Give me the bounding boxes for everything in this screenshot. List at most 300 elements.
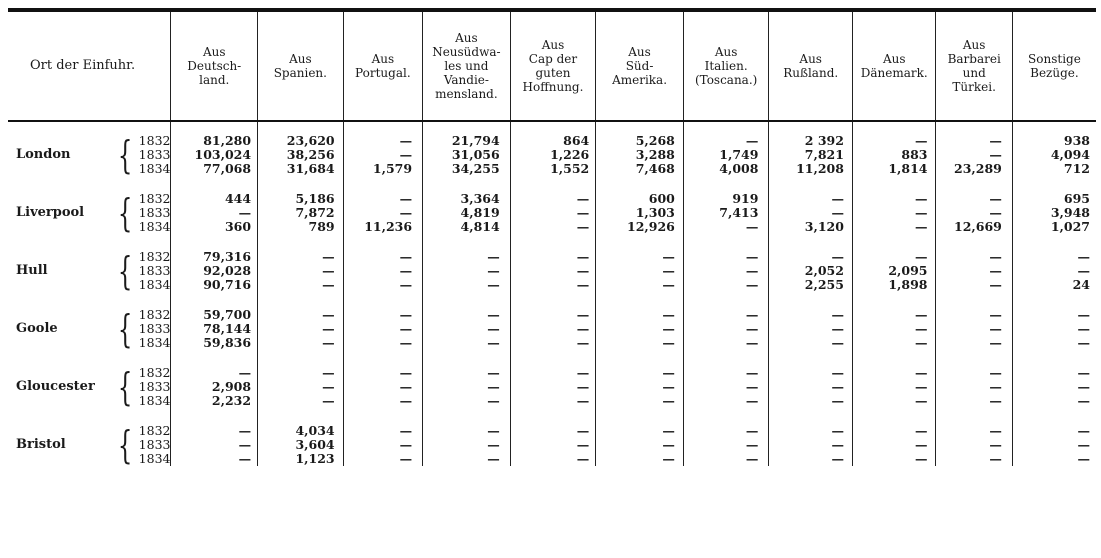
value: — [399, 191, 413, 206]
value: — [914, 379, 928, 394]
column-header-line: und [962, 66, 986, 80]
value-cell [171, 350, 258, 408]
value: 2,255 [804, 277, 844, 292]
value-stack [769, 308, 852, 350]
value: — [831, 191, 844, 206]
value: 21,794 [451, 133, 500, 148]
value: — [989, 393, 1002, 408]
table-row [8, 292, 1096, 350]
value: — [322, 393, 335, 408]
value: 444 [224, 191, 252, 206]
value: — [399, 147, 413, 162]
value: — [989, 191, 1002, 206]
value: 3,120 [804, 219, 844, 234]
value: 4,819 [460, 205, 500, 220]
column-header-line: Türkei. [952, 80, 996, 94]
value: 59,836 [203, 335, 252, 350]
value-cell [683, 292, 769, 350]
column-header-line: Deutsch- [187, 59, 242, 73]
brace-icon: { [118, 307, 133, 351]
value: — [662, 393, 675, 408]
value-cell [343, 408, 422, 466]
year-label: 1832 [138, 307, 171, 322]
value: — [662, 277, 675, 292]
value: 1,749 [719, 147, 759, 162]
value-stack [684, 250, 769, 292]
year-label: 1833 [138, 147, 171, 162]
year-label: 1833 [138, 263, 171, 278]
value: — [1077, 365, 1090, 380]
column-header-line: Portugal. [355, 66, 411, 80]
value: — [322, 335, 335, 350]
brace-icon: { [118, 423, 133, 467]
value-cell [1012, 408, 1096, 466]
year-label: 1832 [138, 249, 171, 264]
value-stack [936, 250, 1011, 292]
value: — [238, 451, 252, 466]
table-row [8, 176, 1096, 234]
value-stack [853, 192, 936, 234]
value-stack [769, 250, 852, 292]
place-cell [8, 292, 171, 350]
value: — [745, 335, 759, 350]
value-stack [769, 424, 852, 466]
value: 23,289 [954, 161, 1002, 176]
value-cell [171, 121, 258, 176]
value: — [576, 277, 590, 292]
value: — [576, 191, 590, 206]
value: — [1077, 437, 1090, 452]
value-stack [684, 134, 769, 176]
value: — [487, 365, 500, 380]
value-stack [684, 366, 769, 408]
year-label: 1832 [138, 365, 171, 380]
value-stack [853, 134, 936, 176]
value-cell [510, 350, 596, 408]
value: — [399, 277, 413, 292]
year-label: 1832 [138, 191, 171, 206]
column-header [171, 10, 258, 121]
place-group [16, 366, 170, 408]
value: — [831, 205, 844, 220]
value: 7,413 [719, 205, 759, 220]
year-label: 1834 [138, 335, 171, 350]
column-header [1012, 10, 1096, 121]
value-stack [596, 308, 683, 350]
value-stack [344, 134, 422, 176]
year-list [139, 250, 171, 292]
place-group [16, 192, 170, 234]
value-stack [596, 424, 683, 466]
column-header-line: Aus [541, 38, 565, 52]
value-cell [343, 121, 422, 176]
value-stack [171, 366, 257, 408]
value-stack [596, 250, 683, 292]
place-cell [8, 350, 171, 408]
place-name: Bristol [16, 437, 66, 452]
place-cell [8, 176, 171, 234]
value: — [576, 393, 590, 408]
value: — [745, 393, 759, 408]
place-group [16, 250, 170, 292]
value: — [662, 307, 675, 322]
column-header-line: Spanien. [273, 66, 327, 80]
value: 92,028 [203, 263, 252, 278]
value-cell [1012, 350, 1096, 408]
value: — [831, 437, 844, 452]
value: — [322, 249, 335, 264]
value: — [989, 249, 1002, 264]
value: — [399, 321, 413, 336]
value: — [487, 393, 500, 408]
value: — [745, 423, 759, 438]
column-header-line: Aus [202, 45, 226, 59]
value: 2,232 [211, 393, 252, 408]
value: — [238, 205, 252, 220]
value-cell [171, 292, 258, 350]
value-cell [596, 408, 684, 466]
value: 5,268 [635, 133, 675, 148]
value: — [745, 219, 759, 234]
value-stack [171, 308, 257, 350]
value-cell [852, 408, 936, 466]
year-list [139, 134, 171, 176]
value: — [831, 307, 844, 322]
value: — [914, 335, 928, 350]
value: 4,034 [295, 423, 335, 438]
place-cell [8, 234, 171, 292]
column-header-line: Aus [882, 52, 906, 66]
value: — [487, 437, 500, 452]
place-name: Gloucester [16, 379, 95, 394]
value: — [745, 263, 759, 278]
value: — [662, 451, 675, 466]
value: — [322, 263, 335, 278]
value-stack [1013, 366, 1096, 408]
value: — [322, 307, 335, 322]
year-label: 1833 [138, 321, 171, 336]
column-header-line: Süd- [625, 59, 654, 73]
value-cell [510, 176, 596, 234]
value: — [1077, 451, 1090, 466]
value: — [831, 335, 844, 350]
value-stack [258, 134, 343, 176]
value: — [487, 423, 500, 438]
value-cell [423, 176, 511, 234]
value-stack [423, 250, 510, 292]
value: — [662, 365, 675, 380]
value: 77,068 [203, 161, 252, 176]
value-stack [936, 366, 1011, 408]
value: — [745, 133, 759, 148]
value-cell [683, 176, 769, 234]
value: — [487, 321, 500, 336]
value-cell [510, 234, 596, 292]
value: — [831, 451, 844, 466]
value-stack [853, 308, 936, 350]
value-stack [423, 308, 510, 350]
value: 5,186 [295, 191, 335, 206]
column-header-line: (Toscana.) [694, 73, 758, 87]
value-cell [769, 408, 853, 466]
value: 1,226 [550, 147, 590, 162]
value-cell [769, 292, 853, 350]
value-cell [258, 408, 344, 466]
value: 1,303 [635, 205, 675, 220]
value: — [745, 307, 759, 322]
column-header-line: Amerika. [612, 73, 668, 87]
value-cell [343, 292, 422, 350]
value-cell [423, 292, 511, 350]
value: — [576, 307, 590, 322]
value: — [487, 451, 500, 466]
value: — [1077, 393, 1090, 408]
value: 695 [1063, 191, 1090, 206]
value: — [745, 379, 759, 394]
value-cell [769, 121, 853, 176]
value-stack [344, 250, 422, 292]
value: 2,052 [804, 263, 844, 278]
value: — [831, 365, 844, 380]
value: — [487, 307, 500, 322]
value: 1,898 [888, 277, 928, 292]
year-label: 1834 [138, 277, 171, 292]
column-header-line: Aus [714, 45, 738, 59]
value-stack [511, 134, 596, 176]
value: — [745, 321, 759, 336]
value-cell [258, 234, 344, 292]
value: 90,716 [203, 277, 252, 292]
value-cell [171, 234, 258, 292]
value: — [914, 423, 928, 438]
value: — [1077, 423, 1090, 438]
value-stack [936, 192, 1011, 234]
value-cell [596, 176, 684, 234]
value-cell [936, 176, 1012, 234]
value: 2,095 [888, 263, 928, 278]
value: — [399, 365, 413, 380]
value: — [989, 335, 1002, 350]
value-cell [258, 350, 344, 408]
value: 4,814 [460, 219, 500, 234]
brace-icon: { [118, 249, 133, 293]
value: 12,926 [627, 219, 675, 234]
brace-icon: { [118, 365, 133, 409]
value: 1,123 [295, 451, 335, 466]
value: 11,236 [364, 219, 413, 234]
value-stack [171, 250, 257, 292]
value: 11,208 [796, 161, 844, 176]
value-stack [423, 424, 510, 466]
year-label: 1834 [138, 219, 171, 234]
column-header [596, 10, 684, 121]
value: — [576, 423, 590, 438]
value-cell [1012, 292, 1096, 350]
value: 360 [224, 219, 252, 234]
value-stack [853, 250, 936, 292]
column-header [769, 10, 853, 121]
value: 3,288 [635, 147, 675, 162]
year-label: 1834 [138, 161, 171, 176]
value: 7,468 [635, 161, 675, 176]
value-stack [853, 424, 936, 466]
value: — [399, 307, 413, 322]
value: — [487, 249, 500, 264]
value-stack [596, 366, 683, 408]
value: — [399, 393, 413, 408]
value-stack [258, 192, 343, 234]
value: — [1077, 307, 1090, 322]
value: — [322, 379, 335, 394]
value-cell [936, 292, 1012, 350]
column-header [423, 10, 511, 121]
column-header-line: Sonstige [1028, 52, 1081, 66]
value-cell [852, 234, 936, 292]
value: — [914, 133, 928, 148]
value: 24 [1072, 277, 1090, 292]
value-cell [936, 408, 1012, 466]
value: 789 [308, 219, 335, 234]
value: — [399, 133, 413, 148]
place-group [16, 424, 170, 466]
value-stack [684, 424, 769, 466]
value-cell [683, 121, 769, 176]
place-group [16, 308, 170, 350]
value-cell [1012, 234, 1096, 292]
value: 1,027 [1050, 219, 1090, 234]
year-label: 1833 [138, 437, 171, 452]
value: — [831, 321, 844, 336]
value-cell [683, 408, 769, 466]
value-stack [853, 366, 936, 408]
value: — [662, 335, 675, 350]
value: — [989, 307, 1002, 322]
value-stack [171, 134, 257, 176]
value: — [662, 437, 675, 452]
value: — [989, 451, 1002, 466]
value-cell [258, 292, 344, 350]
value-cell [936, 234, 1012, 292]
column-header-line: Vandie- [443, 73, 489, 87]
value-cell [852, 121, 936, 176]
value-cell [852, 350, 936, 408]
place-header: Ort der Einfuhr. [8, 10, 171, 121]
column-header [343, 10, 422, 121]
value-stack [344, 366, 422, 408]
value: — [914, 437, 928, 452]
column-header-line: mensland. [435, 87, 498, 101]
column-header-line: Aus [799, 52, 822, 66]
value-stack [258, 250, 343, 292]
value-cell [683, 350, 769, 408]
place-cell [8, 408, 171, 466]
value: — [322, 321, 335, 336]
value: — [989, 147, 1002, 162]
value: — [745, 277, 759, 292]
value-cell [596, 350, 684, 408]
value-stack [769, 134, 852, 176]
value: — [576, 365, 590, 380]
column-header-line: Aus [962, 38, 986, 52]
column-header-line: guten [535, 66, 571, 80]
column-header-line: land. [199, 73, 230, 87]
table-row [8, 350, 1096, 408]
value: — [831, 423, 844, 438]
value: — [662, 263, 675, 278]
place-name: London [16, 147, 71, 162]
value: — [831, 249, 844, 264]
import-table [8, 8, 1096, 466]
value-cell [852, 176, 936, 234]
value-stack [171, 192, 257, 234]
value-cell [596, 292, 684, 350]
value: — [238, 365, 252, 380]
value-cell [423, 121, 511, 176]
value-cell [936, 350, 1012, 408]
value-stack [684, 308, 769, 350]
value: 31,684 [286, 161, 335, 176]
value-cell [423, 234, 511, 292]
value: — [989, 321, 1002, 336]
value-stack [1013, 424, 1096, 466]
value: — [576, 451, 590, 466]
value: — [745, 451, 759, 466]
value: — [576, 263, 590, 278]
place-cell [8, 121, 171, 176]
column-header-line: Bezüge. [1030, 66, 1079, 80]
value-cell [596, 234, 684, 292]
value-cell [343, 176, 422, 234]
value-cell [510, 292, 596, 350]
value-stack [511, 366, 596, 408]
column-header [936, 10, 1012, 121]
value: — [322, 277, 335, 292]
value: — [487, 277, 500, 292]
value: 2,908 [211, 379, 252, 394]
value: 79,316 [203, 249, 252, 264]
column-header-line: Barbarei [947, 52, 1001, 66]
value: — [238, 437, 252, 452]
column-header-line: Neusüdwa- [432, 45, 501, 59]
value: — [576, 437, 590, 452]
value-stack [258, 366, 343, 408]
value: — [914, 307, 928, 322]
value: — [662, 321, 675, 336]
column-header-line: Rußland. [783, 66, 839, 80]
value-cell [343, 350, 422, 408]
value-cell [258, 121, 344, 176]
value: 103,024 [194, 147, 252, 162]
value-stack [596, 134, 683, 176]
header-row [8, 10, 1096, 121]
value: — [745, 365, 759, 380]
value-stack [344, 192, 422, 234]
value-stack [1013, 250, 1096, 292]
value-stack [511, 308, 596, 350]
value-stack [684, 192, 769, 234]
table-row [8, 234, 1096, 292]
value: — [914, 191, 928, 206]
value: — [914, 365, 928, 380]
column-header-line: Aus [628, 45, 651, 59]
value-stack [769, 192, 852, 234]
value: — [238, 423, 252, 438]
value: — [989, 423, 1002, 438]
column-header-line: Italien. [704, 59, 748, 73]
year-list [139, 424, 171, 466]
value: — [576, 335, 590, 350]
column-header-line: Cap der [528, 52, 578, 66]
